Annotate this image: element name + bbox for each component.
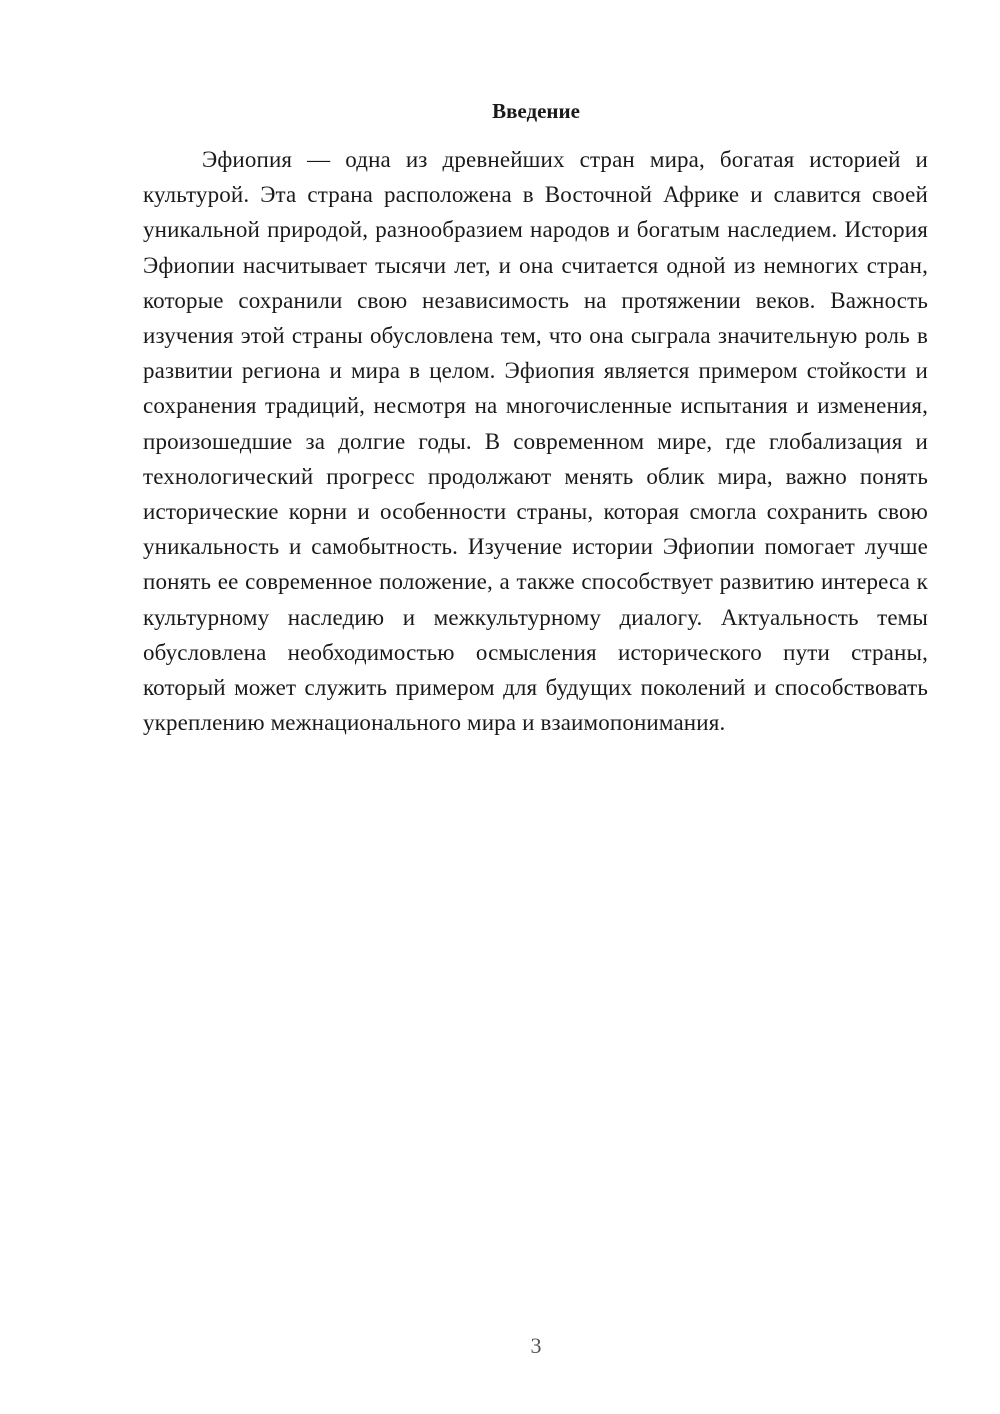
page-number: 3: [530, 1333, 542, 1358]
body-paragraph: Эфиопия — одна из древнейших стран мира, богатая историей и культурой. Эта страна расположена в Восточной Африке и славится своей уникальной природой, разнообразием народов и богатым наследием. История Эфиопии насчитывает тысячи лет, и она считается одной из немногих стран, которые сохранили свою независимость на протяжении веков. Важность изучения этой страны обусловлена тем, что она сыграла значительную роль в развитии региона и мира в целом. Эфиопия является примером стойкости и сохранения традиций, несмотря на многочисленные испытания и изменения, произошедшие за долгие годы. В современном мире, где глобализация и технологический прогресс продолжают менять облик мира, важно понять исторические корни и особенности страны, которая смогла сохранить свою уникальность и самобытность. Изучение истории Эфиопии помогает лучше понять ее современное положение, а также способствует развитию интереса к культурному наследию и межкультурному диалогу. Актуальность темы обусловлена необходимостью осмысления исторического пути страны, который может служить примером для будущих поколений и способствовать укреплению межнационального мира и взаимопонимания.: [143, 147, 928, 736]
page-title: Введение: [492, 99, 580, 123]
